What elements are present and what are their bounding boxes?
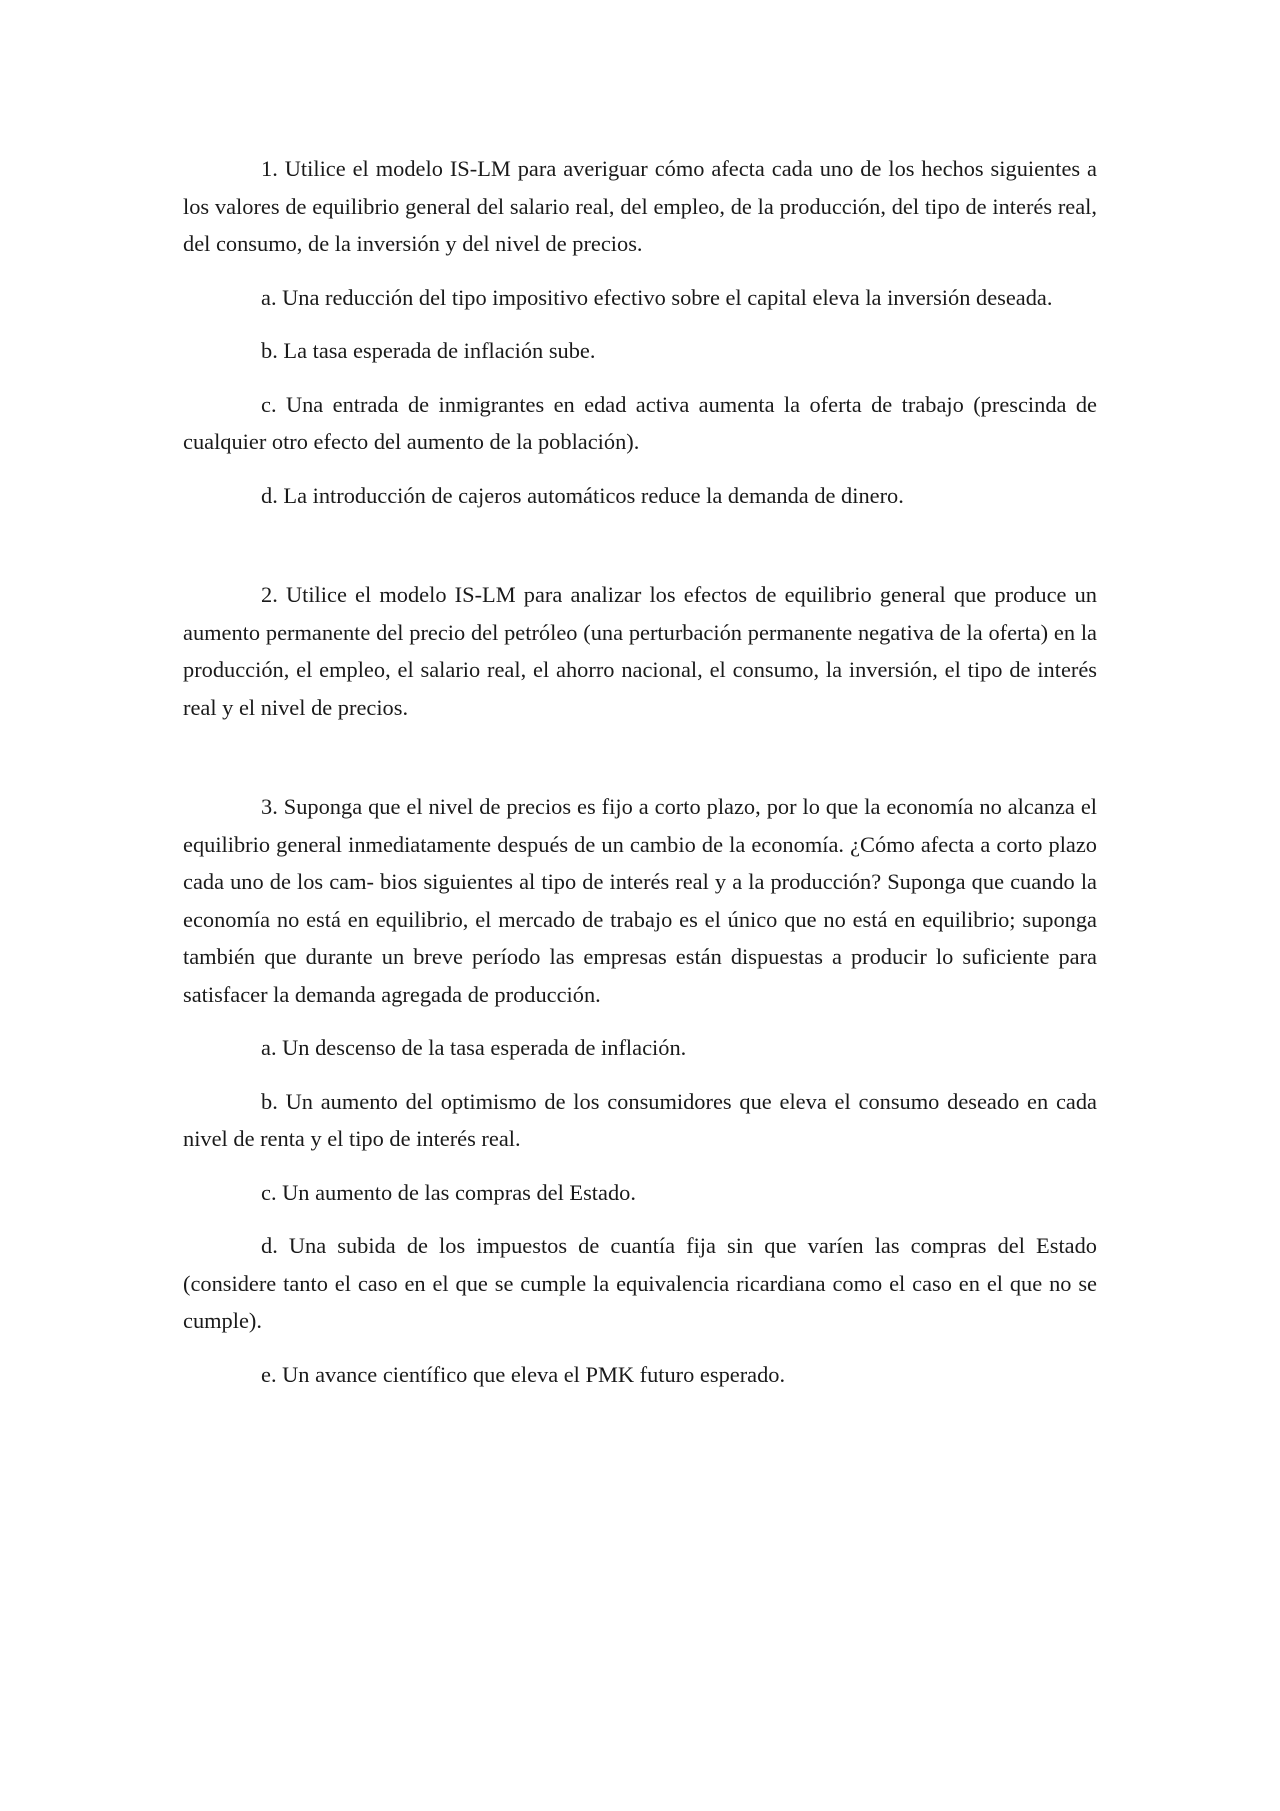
question-1-item-c: c. Una entrada de inmigrantes en edad activa aumenta la oferta de trabajo (prescinda de cualquier otro efecto del aumento de la población). bbox=[183, 391, 1097, 454]
question-3-item-e: e. Un avance científico que eleva el PMK futuro esperado. bbox=[261, 1361, 786, 1387]
question-3-item-d: d. Una subida de los impuestos de cuantía fija sin que varíen las compras del Estado (considere tanto el caso en el que se cumple la equivalencia ricardiana como el caso en el que no se cumple). bbox=[183, 1233, 1097, 1333]
question-2-intro: 2. Utilice el modelo IS-LM para analizar los efectos de equilibrio general que produce un aumento permanente del precio del petróleo (una perturbación permanente negativa de la oferta) en la producción, el empleo, el salario real, el ahorro nacional, el consumo, la inversión, el tipo de interés real y el nivel de precios. bbox=[183, 582, 1097, 720]
question-3-intro: 3. Suponga que el nivel de precios es fijo a corto plazo, por lo que la economía no alcanza el equilibrio general inmediatamente después de un cambio de la economía. ¿Cómo afecta a corto plazo cada uno de los cam- bios siguientes al tipo de interés real y a la producción? Suponga que cuando la economía no está en equilibrio, el mercado de trabajo es el único que no está en equilibrio; suponga también que durante un breve período las empresas están dispuestas a producir lo suficiente para satisfacer la demanda agregada de producción. bbox=[183, 794, 1097, 1007]
question-3-item-b: b. Un aumento del optimismo de los consumidores que eleva el consumo deseado en cada nivel de renta y el tipo de interés real. bbox=[183, 1088, 1097, 1151]
question-1-intro: 1. Utilice el modelo IS-LM para averiguar cómo afecta cada uno de los hechos siguientes a los valores de equilibrio general del salario real, del empleo, de la producción, del tipo de interés real, del consumo, de la inversión y del nivel de precios. bbox=[183, 156, 1097, 256]
question-3-item-c: c. Un aumento de las compras del Estado. bbox=[261, 1179, 636, 1205]
question-1-item-d: d. La introducción de cajeros automáticos reduce la demanda de dinero. bbox=[261, 482, 904, 508]
question-3-item-a: a. Un descenso de la tasa esperada de inflación. bbox=[261, 1035, 687, 1060]
question-1-item-b: b. La tasa esperada de inflación sube. bbox=[261, 338, 596, 363]
document-body bbox=[183, 150, 1097, 1393]
question-1-item-a: a. Una reducción del tipo impositivo efectivo sobre el capital eleva la inversión deseada. bbox=[261, 284, 1053, 310]
